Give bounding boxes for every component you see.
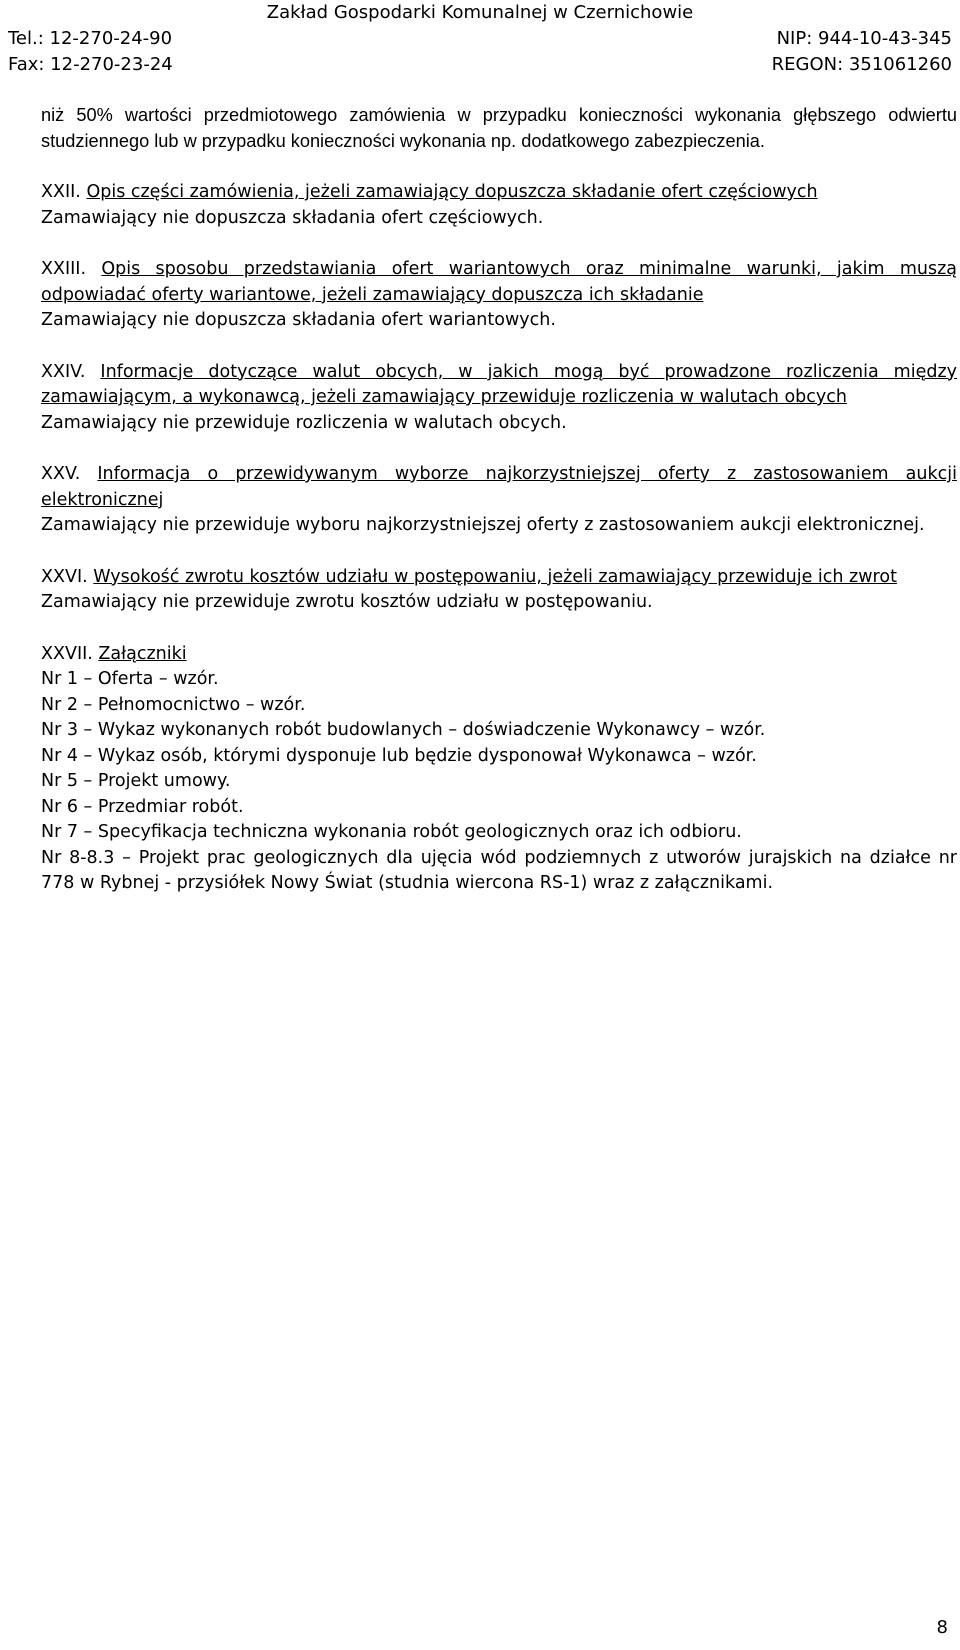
attachment-item: Nr 6 – Przedmiar robót. (41, 796, 244, 817)
section-title: Informacja o przewidywanym wyborze najkorzystniejszej oferty z zastosowaniem aukcji elektronicznej (41, 464, 957, 510)
section-number: XXII. (41, 182, 81, 202)
header-row-1 (8, 26, 952, 52)
header-tel: Tel.: 12-270-24-90 (8, 28, 173, 49)
page-number: 8 (936, 1617, 948, 1638)
section-title: Opis sposobu przedstawiania ofert wariantowych oraz minimalne warunki, jakim muszą odpowiadać oferty wariantowe, jeżeli zamawiający dopuszcza ich składanie (41, 259, 957, 305)
attachment-item: Nr 3 – Wykaz wykonanych robót budowlanych – doświadczenie Wykonawcy – wzór. (41, 720, 766, 740)
section-body: Zamawiający nie dopuszcza składania ofert częściowych. (41, 207, 544, 228)
section-number: XXVI. (41, 566, 88, 587)
document-body (41, 103, 957, 897)
section-title: Wysokość zwrotu kosztów udziału w postępowaniu, jeżeli zamawiający przewiduje ich zwrot (93, 566, 897, 587)
section-number: XXVII. (41, 643, 93, 664)
section-heading (41, 180, 957, 206)
section-body: Zamawiający nie przewiduje rozliczenia w walutach obcych. (41, 412, 567, 433)
intro-paragraph: niż 50% wartości przedmiotowego zamówienia w przypadku konieczności wykonania głębszego odwiertu studziennego lub w przypadku konieczności wykonania np. dodatkowego zabezpieczenia. (41, 105, 957, 151)
section-xxvii-attachments (41, 642, 957, 897)
attachment-item: Nr 7 – Specyfikacja techniczna wykonania robót geologicznych oraz ich odbioru. (41, 822, 742, 842)
section-title: Opis części zamówienia, jeżeli zamawiający dopuszcza składanie ofert częściowych (86, 182, 818, 202)
section-xxvi (41, 565, 957, 616)
section-xxiii (41, 257, 957, 334)
section-title: Załączniki (98, 643, 187, 664)
section-number: XXV. (41, 464, 81, 484)
section-xxii (41, 180, 957, 231)
header-fax: Fax: 12-270-23-24 (8, 54, 173, 75)
section-heading (41, 642, 957, 668)
header-org: Zakład Gospodarki Komunalnej w Czernichowie (266, 2, 694, 23)
section-heading (41, 257, 957, 308)
section-number: XXIV. (41, 361, 86, 382)
attachment-item: Nr 1 – Oferta – wzór. (41, 669, 219, 689)
section-title: Informacje dotyczące walut obcych, w jakich mogą być prowadzone rozliczenia między zamawiającym, a wykonawcą, jeżeli zamawiający przewiduje rozliczenia w walutach obcych (41, 361, 957, 407)
section-heading (41, 462, 957, 513)
section-xxv (41, 462, 957, 539)
attachment-item: Nr 5 – Projekt umowy. (41, 771, 231, 791)
section-body: Zamawiający nie przewiduje wyboru najkorzystniejszej oferty z zastosowaniem aukcji elektronicznej. (41, 515, 925, 535)
header-row-2 (8, 52, 952, 78)
header-regon: REGON: 351061260 (771, 54, 952, 75)
section-xxiv (41, 360, 957, 437)
attachment-item: Nr 8-8.3 – Projekt prac geologicznych dla ujęcia wód podziemnych z utworów jurajskich na działce nr 778 w Rybnej - przysiółek Nowy Świat (studnia wiercona RS-1) wraz z załącznikami. (41, 847, 957, 893)
attachment-item: Nr 4 – Wykaz osób, którymi dysponuje lub będzie dysponował Wykonawca – wzór. (41, 745, 757, 766)
section-body: Zamawiający nie dopuszcza składania ofert wariantowych. (41, 310, 556, 330)
section-heading (41, 565, 957, 591)
attachment-item: Nr 2 – Pełnomocnictwo – wzór. (41, 694, 306, 715)
section-heading (41, 360, 957, 411)
page-header (8, 0, 952, 78)
section-number: XXIII. (41, 259, 87, 279)
section-body: Zamawiający nie przewiduje zwrotu kosztów udziału w postępowaniu. (41, 592, 653, 612)
header-nip: NIP: 944-10-43-345 (776, 28, 952, 49)
header-org-row (8, 0, 952, 26)
